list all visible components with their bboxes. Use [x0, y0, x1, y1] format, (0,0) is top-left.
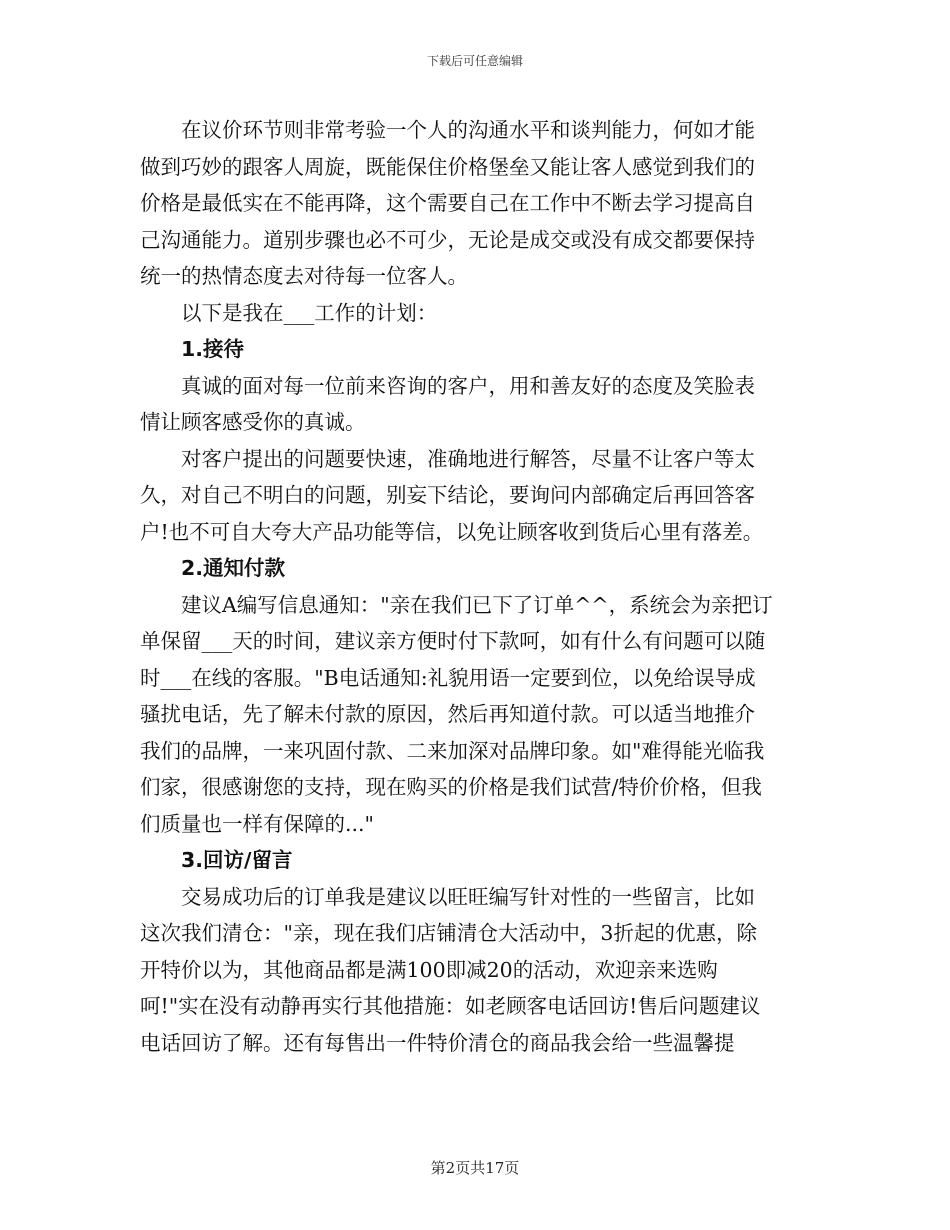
- paragraph-line: 久，对自己不明白的问题，别妄下结论，要询问内部确定后再回答客: [140, 483, 755, 507]
- paragraph-line: 对客户提出的问题要快速，准确地进行解答，尽量不让客户等太: [181, 446, 755, 471]
- section-heading: 2.通知付款: [181, 556, 286, 580]
- paragraph-line: 时___在线的客服。"B电话通知:礼貌用语一定要到位，以免给误导成: [140, 665, 756, 690]
- paragraph-line: 开特价以为，其他商品都是满100即减20的活动，欢迎亲来选购: [140, 957, 718, 982]
- paragraph-line: 真诚的面对每一位前来咨询的客户，用和善友好的态度及笑脸表: [181, 373, 755, 398]
- paragraph: [140, 368, 805, 441]
- paragraph: [140, 587, 805, 843]
- paragraph-line: 建议A编写信息通知："亲在我们已下了订单^^，系统会为亲把订: [181, 592, 773, 617]
- paragraph-line: 户!也不可自大夸大产品功能等信，以免让顾客收到货后心里有落差。: [140, 519, 764, 544]
- page-header: 下载后可任意编辑: [426, 54, 523, 68]
- paragraph: [140, 295, 805, 332]
- paragraph-line: 己沟通能力。道别步骤也必不可少，无论是成交或没有成交都要保持: [140, 227, 755, 252]
- paragraph-line: 们质量也一样有保障的...": [140, 811, 374, 836]
- paragraph-line: 电话回访了解。还有每售出一件特价清仓的商品我会给一些温馨提: [140, 1030, 735, 1055]
- paragraph-line: 呵!"实在没有动静再实行其他措施：如老顾客电话回访!售后问题建议: [140, 994, 761, 1018]
- page-footer: 第2页共17页: [430, 1159, 520, 1177]
- paragraph: [140, 879, 805, 1062]
- paragraph: [140, 112, 805, 295]
- document-body: [140, 112, 805, 1061]
- paragraph-line: 价格是最低实在不能再降，这个需要自己在工作中不断去学习提高自: [140, 191, 755, 215]
- paragraph: [140, 441, 805, 551]
- section-heading: 3.回访/留言: [181, 848, 293, 872]
- paragraph-line: 情让顾客感受你的真诚。: [140, 410, 366, 434]
- paragraph-line: 们家，很感谢您的支持，现在购买的价格是我们试营/特价价格，但我: [140, 775, 762, 799]
- section-heading: 1.接待: [181, 337, 245, 361]
- paragraph-line: 以下是我在___工作的计划：: [181, 300, 438, 325]
- paragraph-line: 在议价环节则非常考验一个人的沟通水平和谈判能力，何如才能: [181, 118, 755, 142]
- paragraph-line: 这次我们清仓："亲，现在我们店铺清仓大活动中，3折起的优惠，除: [140, 921, 757, 945]
- paragraph-line: 统一的热情态度去对待每一位客人。: [140, 264, 468, 288]
- paragraph-line: 做到巧妙的跟客人周旋，既能保住价格堡垒又能让客人感觉到我们的: [140, 154, 755, 179]
- paragraph-line: 骚扰电话，先了解未付款的原因，然后再知道付款。可以适当地推介: [140, 702, 755, 726]
- paragraph-line: 单保留___天的时间，建议亲方便时付下款呵，如有什么有问题可以随: [140, 629, 766, 653]
- paragraph-line: 交易成功后的订单我是建议以旺旺编写针对性的一些留言，比如: [181, 884, 755, 909]
- paragraph-line: 我们的品牌，一来巩固付款、二来加深对品牌印象。如"难得能光临我: [140, 738, 765, 763]
